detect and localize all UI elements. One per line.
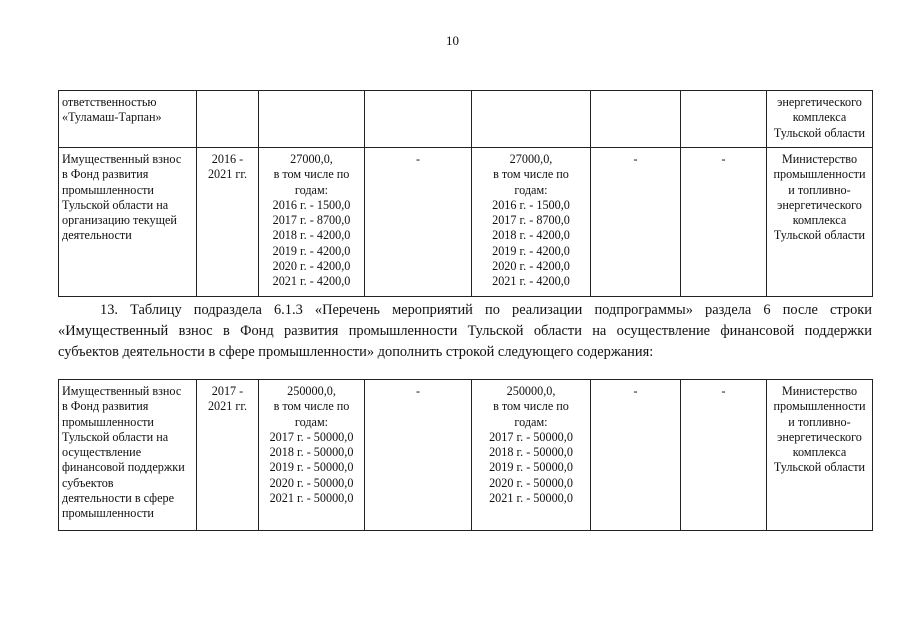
regional-budget-cell <box>472 91 591 148</box>
cell-text-line: 2017 г. - 8700,0 <box>492 213 570 228</box>
cell-text-line: Имущественный взнос <box>62 152 182 166</box>
cell-text-line: 2020 г. - 50000,0 <box>269 475 354 490</box>
cell-text-line: Тульской области на <box>62 429 169 444</box>
municipal-budget-cell <box>591 91 681 148</box>
amendment-paragraph <box>58 300 872 363</box>
cell-text-line: в том числе по <box>493 167 569 182</box>
period-cell <box>197 91 259 148</box>
cell-text-line: 2018 г. - 4200,0 <box>492 228 570 243</box>
cell-text-line: Имущественный взнос <box>62 384 182 398</box>
cell-text-line: в том числе по <box>493 399 569 414</box>
cell-text-line: 2018 г. - 50000,0 <box>489 445 573 460</box>
cell-text-line: и топливно- <box>788 414 851 429</box>
cell-text-line: в том числе по <box>273 399 350 414</box>
cell-text-line: 2019 г. - 4200,0 <box>272 243 351 258</box>
cell-text-line: промышленности <box>62 182 154 197</box>
cell-text-line: комплекса <box>792 445 847 460</box>
measure-name-cell <box>59 380 197 531</box>
cell-text-line: 2017 - <box>211 384 244 398</box>
executor-cell <box>767 91 873 148</box>
cell-text-line: комплекса <box>792 110 847 125</box>
municipal-budget-cell: - <box>591 380 681 531</box>
period-cell <box>197 380 259 531</box>
cell-text-line: осуществление <box>62 445 142 460</box>
extrabudget-cell <box>681 91 767 148</box>
federal-budget-cell: - <box>365 148 472 297</box>
cell-text-line: 27000,0, <box>290 152 333 166</box>
measures-table-top <box>58 90 873 297</box>
regional-budget-cell <box>472 380 591 531</box>
cell-text-line: 250000,0, <box>506 384 556 398</box>
cell-text-line: 27000,0, <box>509 152 553 166</box>
cell-text-line: 2018 г. - 4200,0 <box>272 228 351 243</box>
cell-text-line: 2020 г. - 4200,0 <box>492 259 570 274</box>
table-row <box>59 148 873 297</box>
regional-budget-cell <box>472 148 591 297</box>
paragraph-line: субъектов деятельности в сфере промышленности» дополнить строкой следующего содержания: <box>58 344 654 360</box>
cell-text-line: деятельности в сфере <box>62 491 174 506</box>
cell-text-line: Министерство <box>781 152 858 166</box>
cell-text-line: Тульской области <box>773 125 866 140</box>
cell-text-line: финансовой поддержки <box>62 460 185 475</box>
cell-text-line: Министерство <box>781 384 858 398</box>
cell-text-line: энергетического <box>777 429 862 444</box>
cell-text-line: в Фонд развития <box>62 399 149 414</box>
federal-budget-cell <box>365 91 472 148</box>
cell-text-line: организацию текущей <box>62 213 177 228</box>
cell-text-line: 2016 г. - 1500,0 <box>492 197 570 212</box>
federal-budget-cell: - <box>365 380 472 531</box>
cell-text-line: деятельности <box>62 228 132 243</box>
cell-text-line: 2021 г. - 50000,0 <box>489 491 573 506</box>
cell-text-line: 2020 г. - 50000,0 <box>489 475 573 490</box>
cell-text-line: Тульской области на <box>62 197 169 212</box>
table-row <box>59 380 873 531</box>
measure-name-cell <box>59 91 197 148</box>
total-funding-cell <box>259 91 365 148</box>
cell-text-line: 2016 - <box>211 152 244 166</box>
cell-text-line: 2017 г. - 50000,0 <box>269 429 354 444</box>
cell-text-line: 2021 г. - 4200,0 <box>492 274 570 289</box>
executor-cell <box>767 380 873 531</box>
cell-text-line: 2019 г. - 50000,0 <box>489 460 573 475</box>
cell-text-line: годам: <box>294 182 329 197</box>
table-row <box>59 91 873 148</box>
cell-text-line: 2016 г. - 1500,0 <box>272 197 351 212</box>
paragraph-line: «Имущественный взнос в Фонд развития промышленности Тульской области на осуществление финансовой поддержки <box>58 323 872 339</box>
municipal-budget-cell: - <box>591 148 681 297</box>
cell-text-line: Тульской области <box>773 460 866 475</box>
measure-name-cell <box>59 148 197 297</box>
cell-text-line: в Фонд развития <box>62 167 149 182</box>
cell-text-line: 2021 г. - 4200,0 <box>272 274 351 289</box>
cell-text-line: 2021 гг. <box>207 399 248 414</box>
period-cell <box>197 148 259 297</box>
cell-text-line: 250000,0, <box>287 384 336 398</box>
cell-text-line: 2018 г. - 50000,0 <box>269 445 354 460</box>
cell-text-line: энергетического <box>777 197 862 212</box>
measures-table-new-row <box>58 379 873 531</box>
cell-text-line: промышленности <box>773 167 866 182</box>
cell-text-line: энергетического <box>777 95 862 109</box>
cell-text-line: промышленности <box>62 506 154 521</box>
cell-text-line: промышленности <box>62 414 154 429</box>
cell-text-line: годам: <box>514 414 548 429</box>
cell-text-line: 2019 г. - 4200,0 <box>492 243 570 258</box>
cell-text-line: 2017 г. - 8700,0 <box>272 213 351 228</box>
cell-text-line: 2020 г. - 4200,0 <box>272 259 351 274</box>
extrabudget-cell: - <box>681 380 767 531</box>
cell-text-line: в том числе по <box>273 167 350 182</box>
total-funding-cell <box>259 148 365 297</box>
executor-cell <box>767 148 873 297</box>
cell-text-line: 2019 г. - 50000,0 <box>269 460 354 475</box>
cell-text-line: «Туламаш-Тарпан» <box>62 110 162 125</box>
cell-text-line: комплекса <box>792 213 847 228</box>
total-funding-cell <box>259 380 365 531</box>
page-number: 10 <box>446 33 459 48</box>
extrabudget-cell: - <box>681 148 767 297</box>
cell-text-line: субъектов <box>62 475 114 490</box>
cell-text-line: Тульской области <box>773 228 866 243</box>
cell-text-line: 2021 гг. <box>207 167 248 182</box>
paragraph-line: 13. Таблицу подраздела 6.1.3 «Перечень мероприятий по реализации подпрограммы» раздела 6 после строки <box>100 302 872 318</box>
cell-text-line: годам: <box>294 414 329 429</box>
cell-text-line: промышленности <box>773 399 866 414</box>
cell-text-line: и топливно- <box>788 182 851 197</box>
cell-text-line: 2021 г. - 50000,0 <box>269 491 354 506</box>
cell-text-line: ответственностью <box>62 95 157 109</box>
cell-text-line: 2017 г. - 50000,0 <box>489 429 573 444</box>
cell-text-line: годам: <box>514 182 548 197</box>
